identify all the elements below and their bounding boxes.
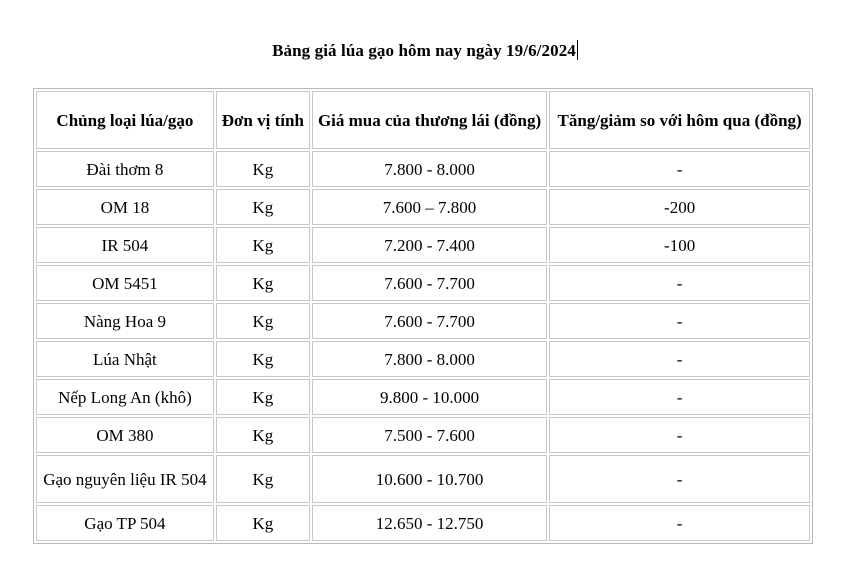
cell-unit: Kg xyxy=(216,265,310,301)
cell-unit: Kg xyxy=(216,189,310,225)
cell-change: - xyxy=(549,303,810,339)
cell-rice-type: OM 5451 xyxy=(36,265,214,301)
rice-price-table xyxy=(33,88,813,544)
table-row xyxy=(36,505,810,541)
cell-change: - xyxy=(549,455,810,503)
cell-change: -100 xyxy=(549,227,810,263)
table-row xyxy=(36,227,810,263)
cell-rice-type: OM 380 xyxy=(36,417,214,453)
cell-rice-type: IR 504 xyxy=(36,227,214,263)
header-unit: Đơn vị tính xyxy=(216,91,310,149)
table-row xyxy=(36,303,810,339)
cell-change: - xyxy=(549,265,810,301)
cell-change: -200 xyxy=(549,189,810,225)
cell-price: 7.500 - 7.600 xyxy=(312,417,547,453)
cell-rice-type: Gạo nguyên liệu IR 504 xyxy=(36,455,214,503)
cell-price: 7.200 - 7.400 xyxy=(312,227,547,263)
cell-unit: Kg xyxy=(216,151,310,187)
cell-unit: Kg xyxy=(216,379,310,415)
table-row xyxy=(36,417,810,453)
cell-change: - xyxy=(549,341,810,377)
header-trader-price: Giá mua của thương lái (đồng) xyxy=(312,91,547,149)
cell-unit: Kg xyxy=(216,455,310,503)
cell-rice-type: Lúa Nhật xyxy=(36,341,214,377)
cell-rice-type: Đài thơm 8 xyxy=(36,151,214,187)
cell-unit: Kg xyxy=(216,341,310,377)
cell-change: - xyxy=(549,379,810,415)
cell-unit: Kg xyxy=(216,303,310,339)
cell-price: 10.600 - 10.700 xyxy=(312,455,547,503)
table-row xyxy=(36,189,810,225)
cell-unit: Kg xyxy=(216,227,310,263)
table-header-row xyxy=(36,91,810,149)
cell-unit: Kg xyxy=(216,417,310,453)
cell-price: 7.600 – 7.800 xyxy=(312,189,547,225)
cell-price: 12.650 - 12.750 xyxy=(312,505,547,541)
cell-price: 7.800 - 8.000 xyxy=(312,151,547,187)
cell-price: 7.600 - 7.700 xyxy=(312,265,547,301)
cell-unit: Kg xyxy=(216,505,310,541)
cell-rice-type: Nếp Long An (khô) xyxy=(36,379,214,415)
cell-price: 7.600 - 7.700 xyxy=(312,303,547,339)
title-text: Bảng giá lúa gạo hôm nay ngày 19/6/2024 xyxy=(272,41,576,60)
header-rice-type: Chủng loại lúa/gạo xyxy=(36,91,214,149)
cell-price: 9.800 - 10.000 xyxy=(312,379,547,415)
table-row xyxy=(36,151,810,187)
page-title xyxy=(0,40,850,61)
cell-change: - xyxy=(549,417,810,453)
table-row xyxy=(36,379,810,415)
cell-rice-type: OM 18 xyxy=(36,189,214,225)
cell-price: 7.800 - 8.000 xyxy=(312,341,547,377)
table-row xyxy=(36,341,810,377)
cell-change: - xyxy=(549,505,810,541)
table-row xyxy=(36,455,810,503)
cell-rice-type: Nàng Hoa 9 xyxy=(36,303,214,339)
table-row xyxy=(36,265,810,301)
cell-rice-type: Gạo TP 504 xyxy=(36,505,214,541)
cell-change: - xyxy=(549,151,810,187)
text-cursor xyxy=(577,40,578,60)
header-change: Tăng/giảm so với hôm qua (đồng) xyxy=(549,91,810,149)
